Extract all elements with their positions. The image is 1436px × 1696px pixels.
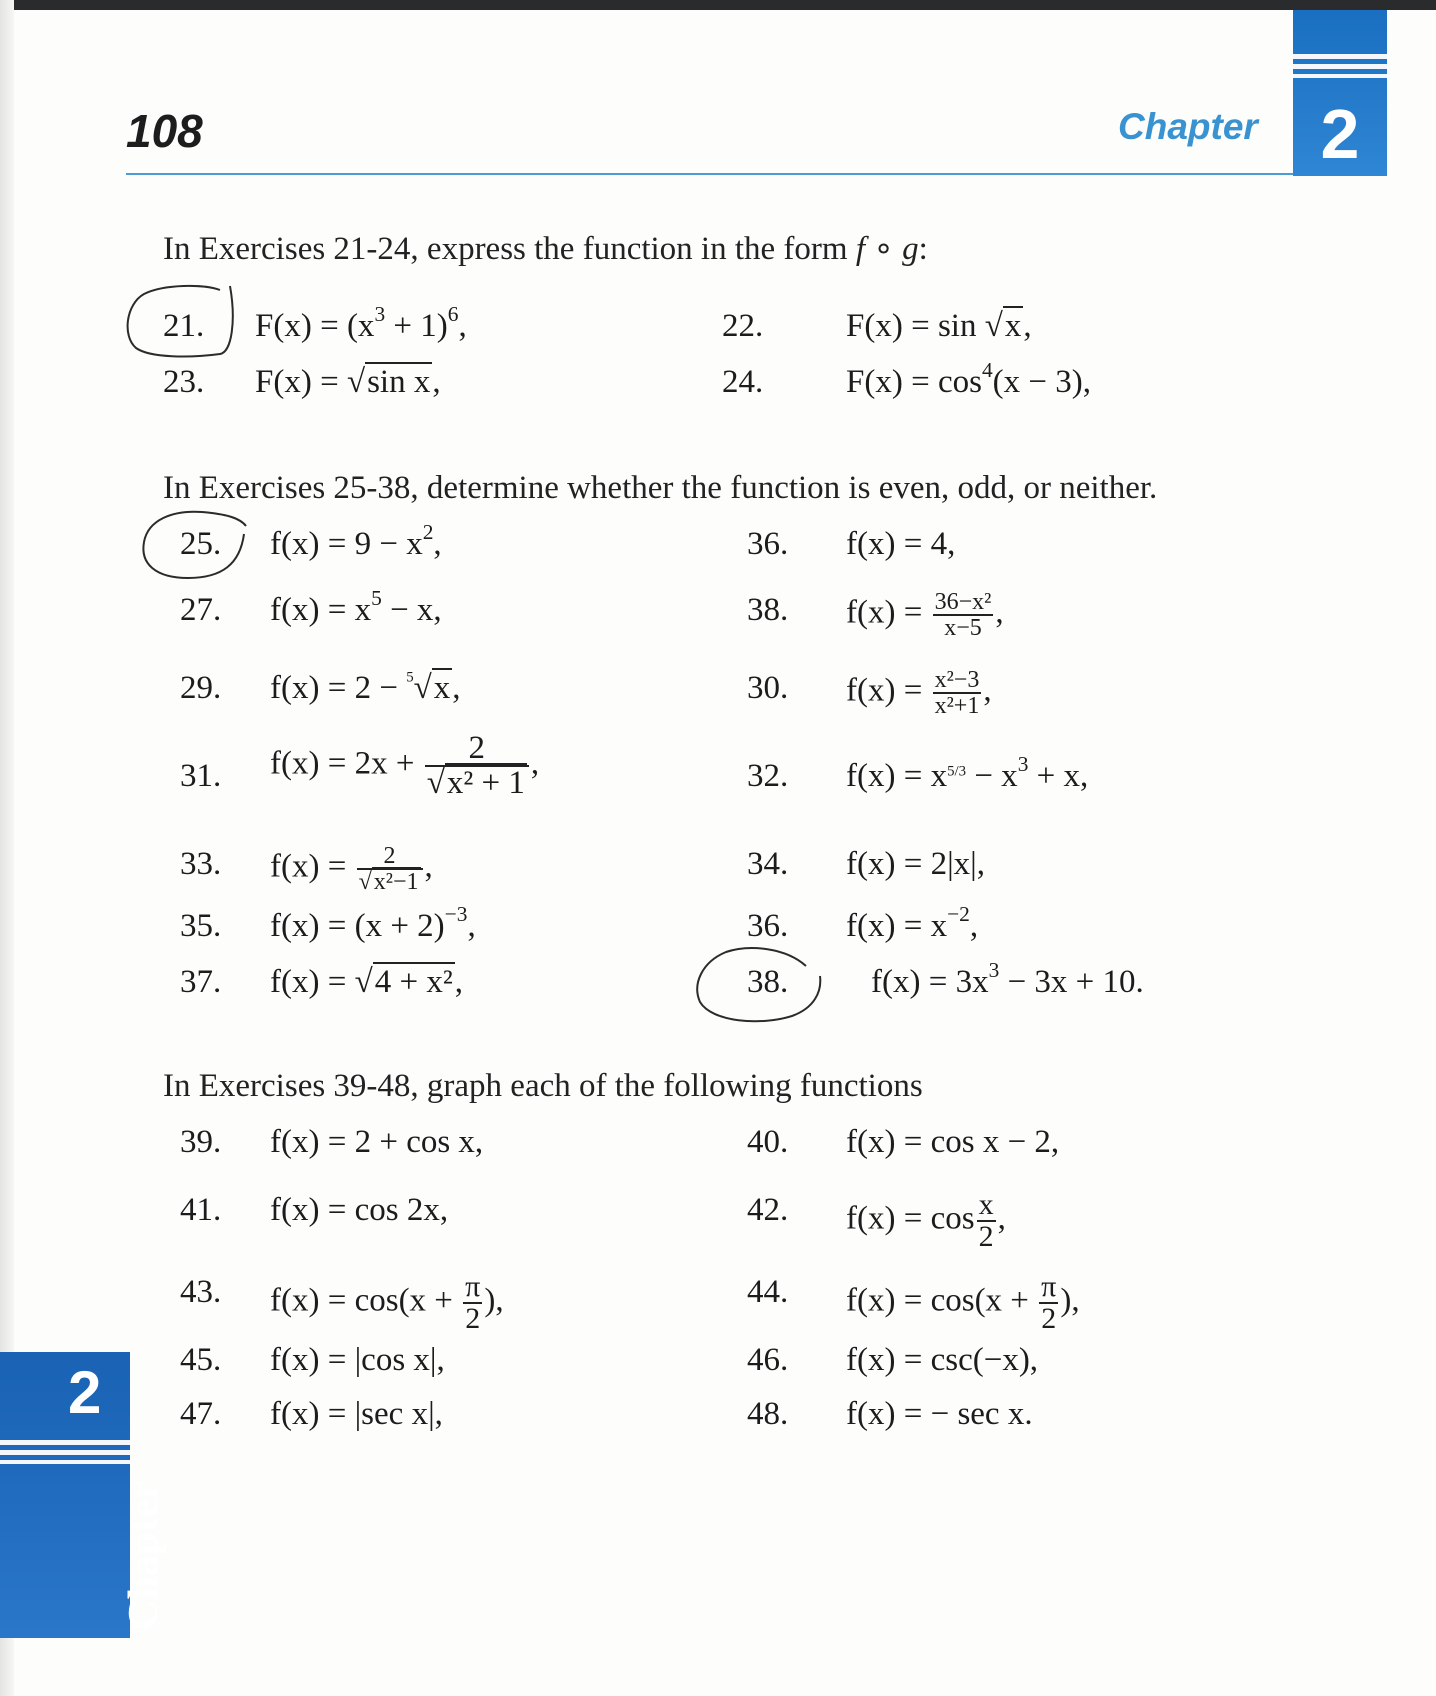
chapter-tab-side xyxy=(0,1352,167,1638)
pen-circle-annotation xyxy=(690,940,830,1026)
chapter-number: 2 xyxy=(1320,95,1360,173)
section-intro: In Exercises 25-38, determine whether the function is even, odd, or neither. xyxy=(163,470,1158,506)
side-chapter-label: Chapter xyxy=(121,1480,167,1630)
chapter-tab-top xyxy=(1293,10,1387,176)
section-intro: In Exercises 39-48, graph each of the following functions xyxy=(163,1068,923,1104)
header-rule xyxy=(126,173,1294,175)
section-intro: In Exercises 21-24, express the function in the form f ∘ g: xyxy=(163,231,928,267)
side-chapter-number: 2 xyxy=(68,1359,102,1426)
chapter-label: Chapter xyxy=(1118,106,1258,147)
scan-top-edge xyxy=(0,0,1436,10)
pen-circle-annotation xyxy=(120,280,240,360)
pen-circle-annotation xyxy=(136,504,252,584)
page-number: 108 xyxy=(126,105,203,157)
